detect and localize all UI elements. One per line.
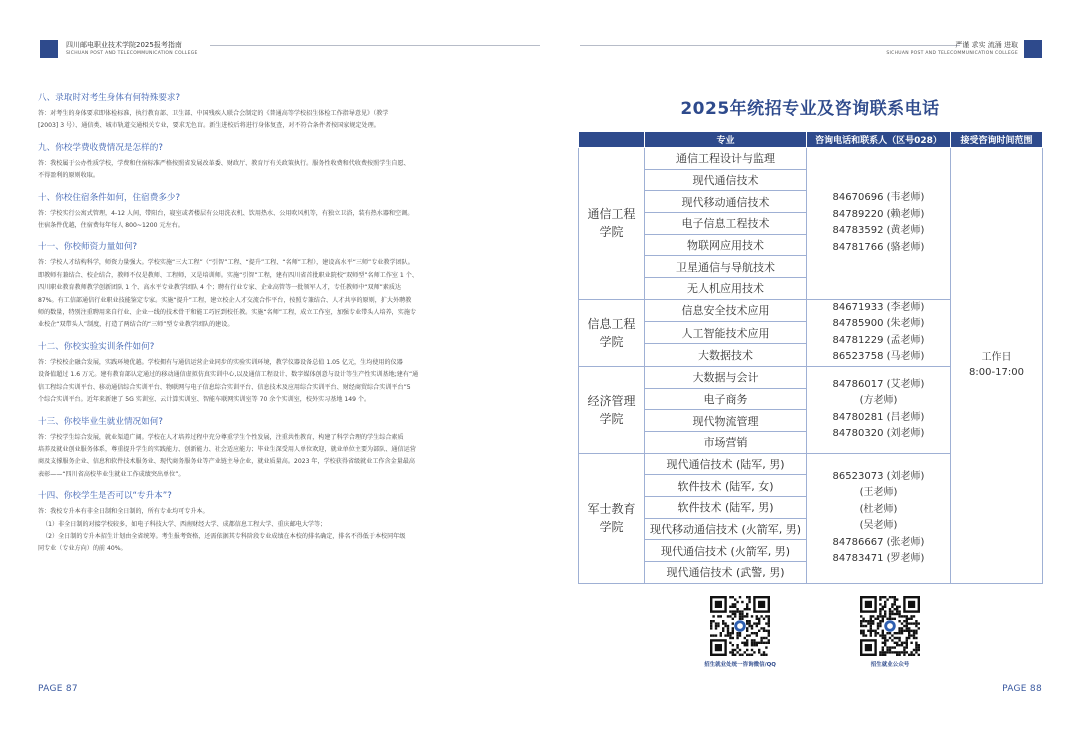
college-name-line: 信息工程 [587, 316, 636, 331]
faq-answer-line: 同专业（专业方向）的前 40%。 [38, 545, 127, 553]
table-header-blank [579, 132, 645, 148]
qr-wechat-qq [690, 596, 790, 668]
table-header-major: 专业 [645, 132, 807, 148]
major-cell: 电子商务 [645, 388, 807, 410]
contact-line: 86523073 (刘老师) [832, 470, 925, 482]
college-name-cell [579, 366, 645, 453]
faq-item [38, 416, 504, 482]
faq-question: 十一、你校师资力量如何? [38, 242, 138, 253]
qr-caption: 招生就业公众号 [870, 662, 910, 668]
header-logo-square [40, 40, 58, 58]
contact-line: 84780281 (吕老师) [832, 411, 925, 423]
major-cell: 大数据技术 [645, 344, 807, 366]
contact-line: 84789220 (赖老师) [832, 208, 925, 220]
major-cell: 电子信息工程技术 [645, 213, 807, 235]
faq-answer [38, 208, 504, 233]
qr-caption: 招生就业处统一咨询微信/QQ [704, 662, 776, 668]
faq-section [38, 92, 504, 565]
consult-time-line: 工作日 [981, 352, 1012, 364]
faq-item [38, 341, 504, 407]
page-number: PAGE 87 [38, 684, 78, 694]
faq-answer-line: 答：我校属于公办性质学校，学费和住宿标准严格按照省发展改革委、财政厅、教育厅有关政策执行。服务性收费和代收费按照学生自愿、 [38, 159, 410, 167]
major-cell: 现代通信技术 [645, 169, 807, 191]
right-page [540, 0, 1080, 733]
faq-answer-line: 个综合实训平台。近年来新建了 5G 实训室、云计算实训室、智能车联网实训室等 70 余个实训室，校外实习基地 149 个。 [38, 396, 371, 404]
major-cell: 现代通信技术 (陆军, 男) [645, 453, 807, 475]
table-header-time: 接受咨询时间范围 [951, 132, 1043, 148]
faq-answer-line: 87%。有工信部通信行业职业技能鉴定专家。实施“提升”工程，建立校企人才交流合作平台，按照专兼结合、人才共享的原则，扩大外聘教 [38, 296, 412, 304]
header-subtitle: SICHUAN POST AND TELECOMMUNICATION COLLEGE [886, 51, 1018, 56]
contact-line: 84670696 (韦老师) [832, 192, 925, 204]
faq-answer-line: 答：学校人才结构科学，师资力量强大。学校实施“三大工程”（“引智”工程、“提升”工程、“名师”工程），建设高水平“三师”专业教学团队。 [38, 259, 414, 267]
page-title: 2025年统招专业及咨询联系电话 [680, 99, 940, 119]
faq-answer-line: 四川职业教育教师教学创新团队 1 个、高水平专业教学团队 4 个；聘有行业专家、企业高管等一批领军人才，专任教师中“双师”素质达 [38, 284, 402, 292]
faq-answer-line: 不得盈利的原则收取。 [38, 172, 99, 180]
page-number: PAGE 88 [1002, 684, 1042, 694]
major-cell: 通信工程设计与监理 [645, 148, 807, 170]
faq-answer-line: 即教师有兼结合、校企结合，教师不仅是教师、工程师，又是培训师。实施“引智”工程，建有四川省首批职业院校“双师型”名师工作室 1 个、 [38, 271, 418, 279]
table-row [579, 148, 1043, 170]
major-cell: 现代移动通信技术 [645, 191, 807, 213]
faq-answer-line: （1）非全日制的对接学校较多，如电子科技大学、西南财经大学、成都信息工程大学、重庆邮电大学等； [42, 520, 327, 528]
header-rule [210, 45, 540, 46]
faq-answer-line: 答：对考生的身体要求即体检标准，执行教育部、卫生部、中国残疾人联合会制定的《普通高等学校招生体检工作指导意见》（教学 [38, 110, 389, 117]
faq-answer-line: 答：学校学生综合发展，就业渠道广阔。学校在人才培养过程中充分尊重学生个性发展，注重共性教育，构建了科学合理的学生综合素质 [38, 433, 404, 441]
major-cell: 现代移动通信技术 (火箭军, 男) [645, 518, 807, 540]
faq-question: 十四、你校学生是否可以“专升本”? [38, 491, 172, 502]
major-cell: 软件技术 (陆军, 男) [645, 496, 807, 518]
faq-answer-line: 设备值超过 1.6 万元。建有教育部认定通过的移动通信虚拟仿真实训中心,以及通信工程设计、数字媒体创意与设计等生产性实训基地;建有“通 [38, 371, 419, 379]
faq-item [38, 142, 504, 183]
faq-answer [38, 158, 504, 183]
contact-line: 86523758 (马老师) [832, 351, 925, 363]
contact-line: 84785900 (朱老师) [832, 318, 925, 330]
faq-answer-line: 培养及就业创业服务体系，尊重提升学生的实践能力、创新能力、社会适应能力；毕业生深受用人单位欢迎，就业单位主要为部队、通信运营 [38, 445, 416, 453]
faq-answer-line: 商及支撑服务企业、信息和软件技术服务业、现代商务服务业等产业链主导企业，就业质量高。2023 年，学校获得省级就业工作含金量最高 [38, 458, 415, 466]
contact-line: (王老师) [859, 487, 898, 499]
faq-answer [38, 432, 504, 482]
faq-answer-line: [2003] 3 号）、通信类、城市轨道交通相关专业，要求无色盲。新生进校后将进行身体复查，对不符合条件者按国家规定处理。 [38, 122, 380, 130]
faq-question: 十二、你校实验实训条件如何? [38, 341, 155, 352]
header-subtitle: SICHUAN POST AND TELECOMMUNICATION COLLEGE [66, 51, 198, 56]
qr-code-icon [710, 596, 770, 656]
major-cell: 大数据与会计 [645, 366, 807, 388]
faq-answer-line: 答：学校实行公寓式管理，4-12 人间，带阳台，寝室或者楼层有公用洗衣机、饮用热水、公用吹风机等，有独立卫浴，装有热水器和空调。 [38, 209, 414, 217]
consult-time-cell [951, 148, 1043, 584]
contact-line: 84781229 (孟老师) [832, 334, 925, 346]
contact-cell [807, 366, 951, 453]
faq-item [38, 241, 504, 331]
faq-answer [38, 506, 504, 556]
header-rule [580, 45, 960, 46]
consult-time-line: 8:00-17:00 [969, 367, 1024, 379]
header-title: 四川邮电职业技术学院2025报考指南 [66, 41, 182, 49]
table-header-contact: 咨询电话和联系人（区号028） [807, 132, 951, 148]
faq-question: 十、你校住宿条件如何，住宿费多少? [38, 192, 181, 203]
faq-answer-line: 答：我校专升本有非全日制和全日制的，所有专业均可专升本。 [38, 508, 209, 516]
college-name-line: 学院 [599, 334, 624, 349]
faq-answer-line: 业校企“双带头人”制度，打造了两结合的“三师”型专业教学团队的建设。 [38, 321, 234, 329]
faq-answer-line: 住宿条件优越，住宿费每年每人 800~1200 元左右。 [38, 222, 184, 230]
faq-answer [38, 357, 504, 407]
faq-answer-line: 表彰——“四川省高校毕业生就业工作成绩突出单位”。 [38, 470, 185, 478]
faq-item [38, 192, 504, 233]
college-name-line: 学院 [599, 225, 624, 240]
college-name-line: 经济管理 [587, 393, 636, 408]
contact-line: 84671933 (李老师) [832, 301, 925, 313]
contact-line: (杜老师) [859, 503, 898, 515]
header-motto: 严谨 求实 流涌 进取 [955, 41, 1018, 49]
college-name-line: 学院 [599, 411, 624, 426]
faq-question: 八、录取时对考生身体有何特殊要求? [38, 93, 181, 103]
major-cell: 卫星通信与导航技术 [645, 256, 807, 278]
faq-question: 九、你校学费收费情况是怎样的? [38, 142, 163, 153]
college-name-cell [579, 148, 645, 300]
major-cell: 现代物流管理 [645, 410, 807, 432]
contact-line: 84783592 (黄老师) [832, 225, 925, 237]
faq-answer-line: 信工程综合实训平台、移动通信综合实训平台、物联网与电子信息综合实训平台、信息技术及应用综合实训平台、财经商贸综合实训平台”5 [38, 383, 411, 391]
contact-cell [807, 299, 951, 366]
college-name-line: 军士教育 [587, 502, 636, 517]
header-logo-square [1024, 40, 1042, 58]
college-name-cell [579, 453, 645, 583]
contact-line: 84780320 (刘老师) [832, 428, 925, 440]
major-cell: 软件技术 (陆军, 女) [645, 475, 807, 497]
faq-item [38, 490, 504, 556]
major-cell: 市场营销 [645, 431, 807, 453]
faq-question: 十三、你校毕业生就业情况如何? [38, 416, 163, 427]
contact-line: (吴老师) [859, 520, 898, 532]
major-cell: 物联网应用技术 [645, 234, 807, 256]
college-name-line: 通信工程 [587, 207, 636, 222]
majors-contact-table [578, 131, 1043, 584]
college-name-cell [579, 299, 645, 366]
major-cell: 现代通信技术 (火箭军, 男) [645, 540, 807, 562]
faq-answer-line: 答：学校校企融合发展，实践环境优越。学校拥有与通信运营企业同步的实验实训环境，教学仪器设备总值 1.05 亿元，生均使用的仪器 [38, 358, 403, 366]
major-cell: 现代通信技术 (武警, 男) [645, 562, 807, 584]
major-cell: 人工智能技术应用 [645, 322, 807, 344]
contact-line: 84786017 (艾老师) [832, 378, 925, 390]
faq-answer-line: （2）全日制的专升本招生计划由全省统筹。考生报考资格，还需依据其专科阶段专业成绩在本校的排名确定，排名不得低于本校同年级 [42, 532, 406, 540]
contact-cell [807, 148, 951, 300]
faq-answer [38, 257, 504, 331]
faq-answer-line: 师的数量，特别注重聘用来自行业、企业一线的技术骨干和能工巧匠到校任教。实施“名师”工程，成立工作室，加强专业带头人培养，实施专 [38, 309, 417, 317]
faq-item [38, 92, 504, 133]
qr-official-account [840, 596, 940, 668]
table-header-row [579, 132, 1043, 148]
college-name-line: 学院 [599, 520, 624, 535]
contact-line: 84781766 (骆老师) [832, 241, 925, 253]
contact-line: 84786667 (张老师) [832, 536, 925, 548]
qr-code-icon [860, 596, 920, 656]
major-cell: 无人机应用技术 [645, 278, 807, 300]
contact-cell [807, 453, 951, 583]
contact-line: (方老师) [859, 395, 898, 407]
major-cell: 信息安全技术应用 [645, 299, 807, 321]
faq-answer [38, 108, 504, 133]
contact-line: 84783471 (罗老师) [832, 553, 925, 565]
